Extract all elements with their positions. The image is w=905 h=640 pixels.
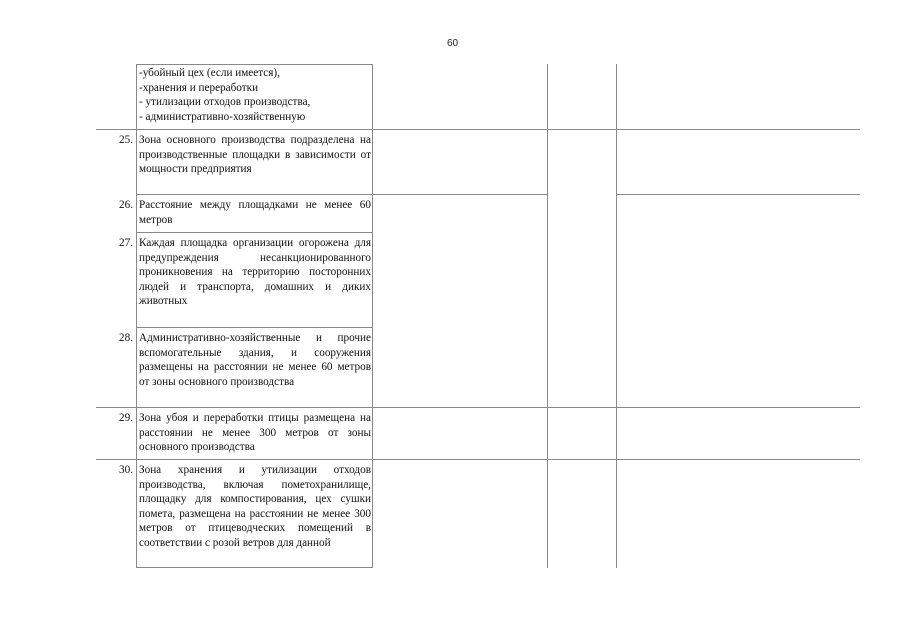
table-border-text-right — [372, 64, 373, 568]
row-border — [136, 567, 373, 568]
row-border — [96, 129, 860, 130]
row-number: 27. — [119, 237, 133, 249]
row-number: 30. — [119, 464, 133, 476]
row-text: Зона основного производства подразделена на производственные площадки в зависимости от мощности предприятия — [139, 134, 371, 176]
row-border — [136, 232, 373, 233]
row-border — [616, 194, 860, 195]
intro-line: -убойный цех (если имеется), — [139, 67, 280, 79]
table-border-left — [136, 64, 137, 568]
table-border-col4 — [616, 64, 617, 568]
row-border — [136, 194, 548, 195]
row-number: 25. — [119, 134, 133, 146]
row-text: Расстояние между площадками не менее 60 метров — [139, 199, 371, 226]
page-number: 60 — [446, 38, 459, 49]
intro-line: - административно-хозяйственную — [139, 110, 306, 123]
intro-list — [139, 66, 371, 124]
row-border — [96, 459, 860, 460]
row-number: 26. — [119, 199, 133, 211]
row-number: 29. — [119, 412, 133, 424]
row-border — [96, 407, 860, 408]
row-border — [136, 64, 373, 65]
row-number: 28. — [119, 332, 133, 344]
row-text: Зона хранения и утилизации отходов производства, включая пометохранилище, площадку для компостирования, цех сушки помета, размещена на расстоянии не менее 300 метров от птицеводческих помещений в соответствии с розой ветров для данной — [139, 464, 371, 549]
table-border-col3 — [547, 64, 548, 568]
intro-line: -хранения и переработки — [139, 81, 259, 94]
row-text: Зона убоя и переработки птицы размещена на расстоянии не менее 300 метров от зоны основного производства — [139, 412, 371, 454]
row-border — [136, 327, 373, 328]
row-text: Каждая площадка организации огорожена для предупреждения несанкционированного проникновения на территорию посторонних людей и транспорта, домашних и диких животных — [139, 237, 371, 308]
intro-line: - утилизации отходов производства, — [139, 96, 311, 109]
row-text: Административно-хозяйственные и прочие вспомогательные здания, и сооружения размещены на расстоянии не менее 60 метров от зоны основного производства — [139, 332, 371, 388]
